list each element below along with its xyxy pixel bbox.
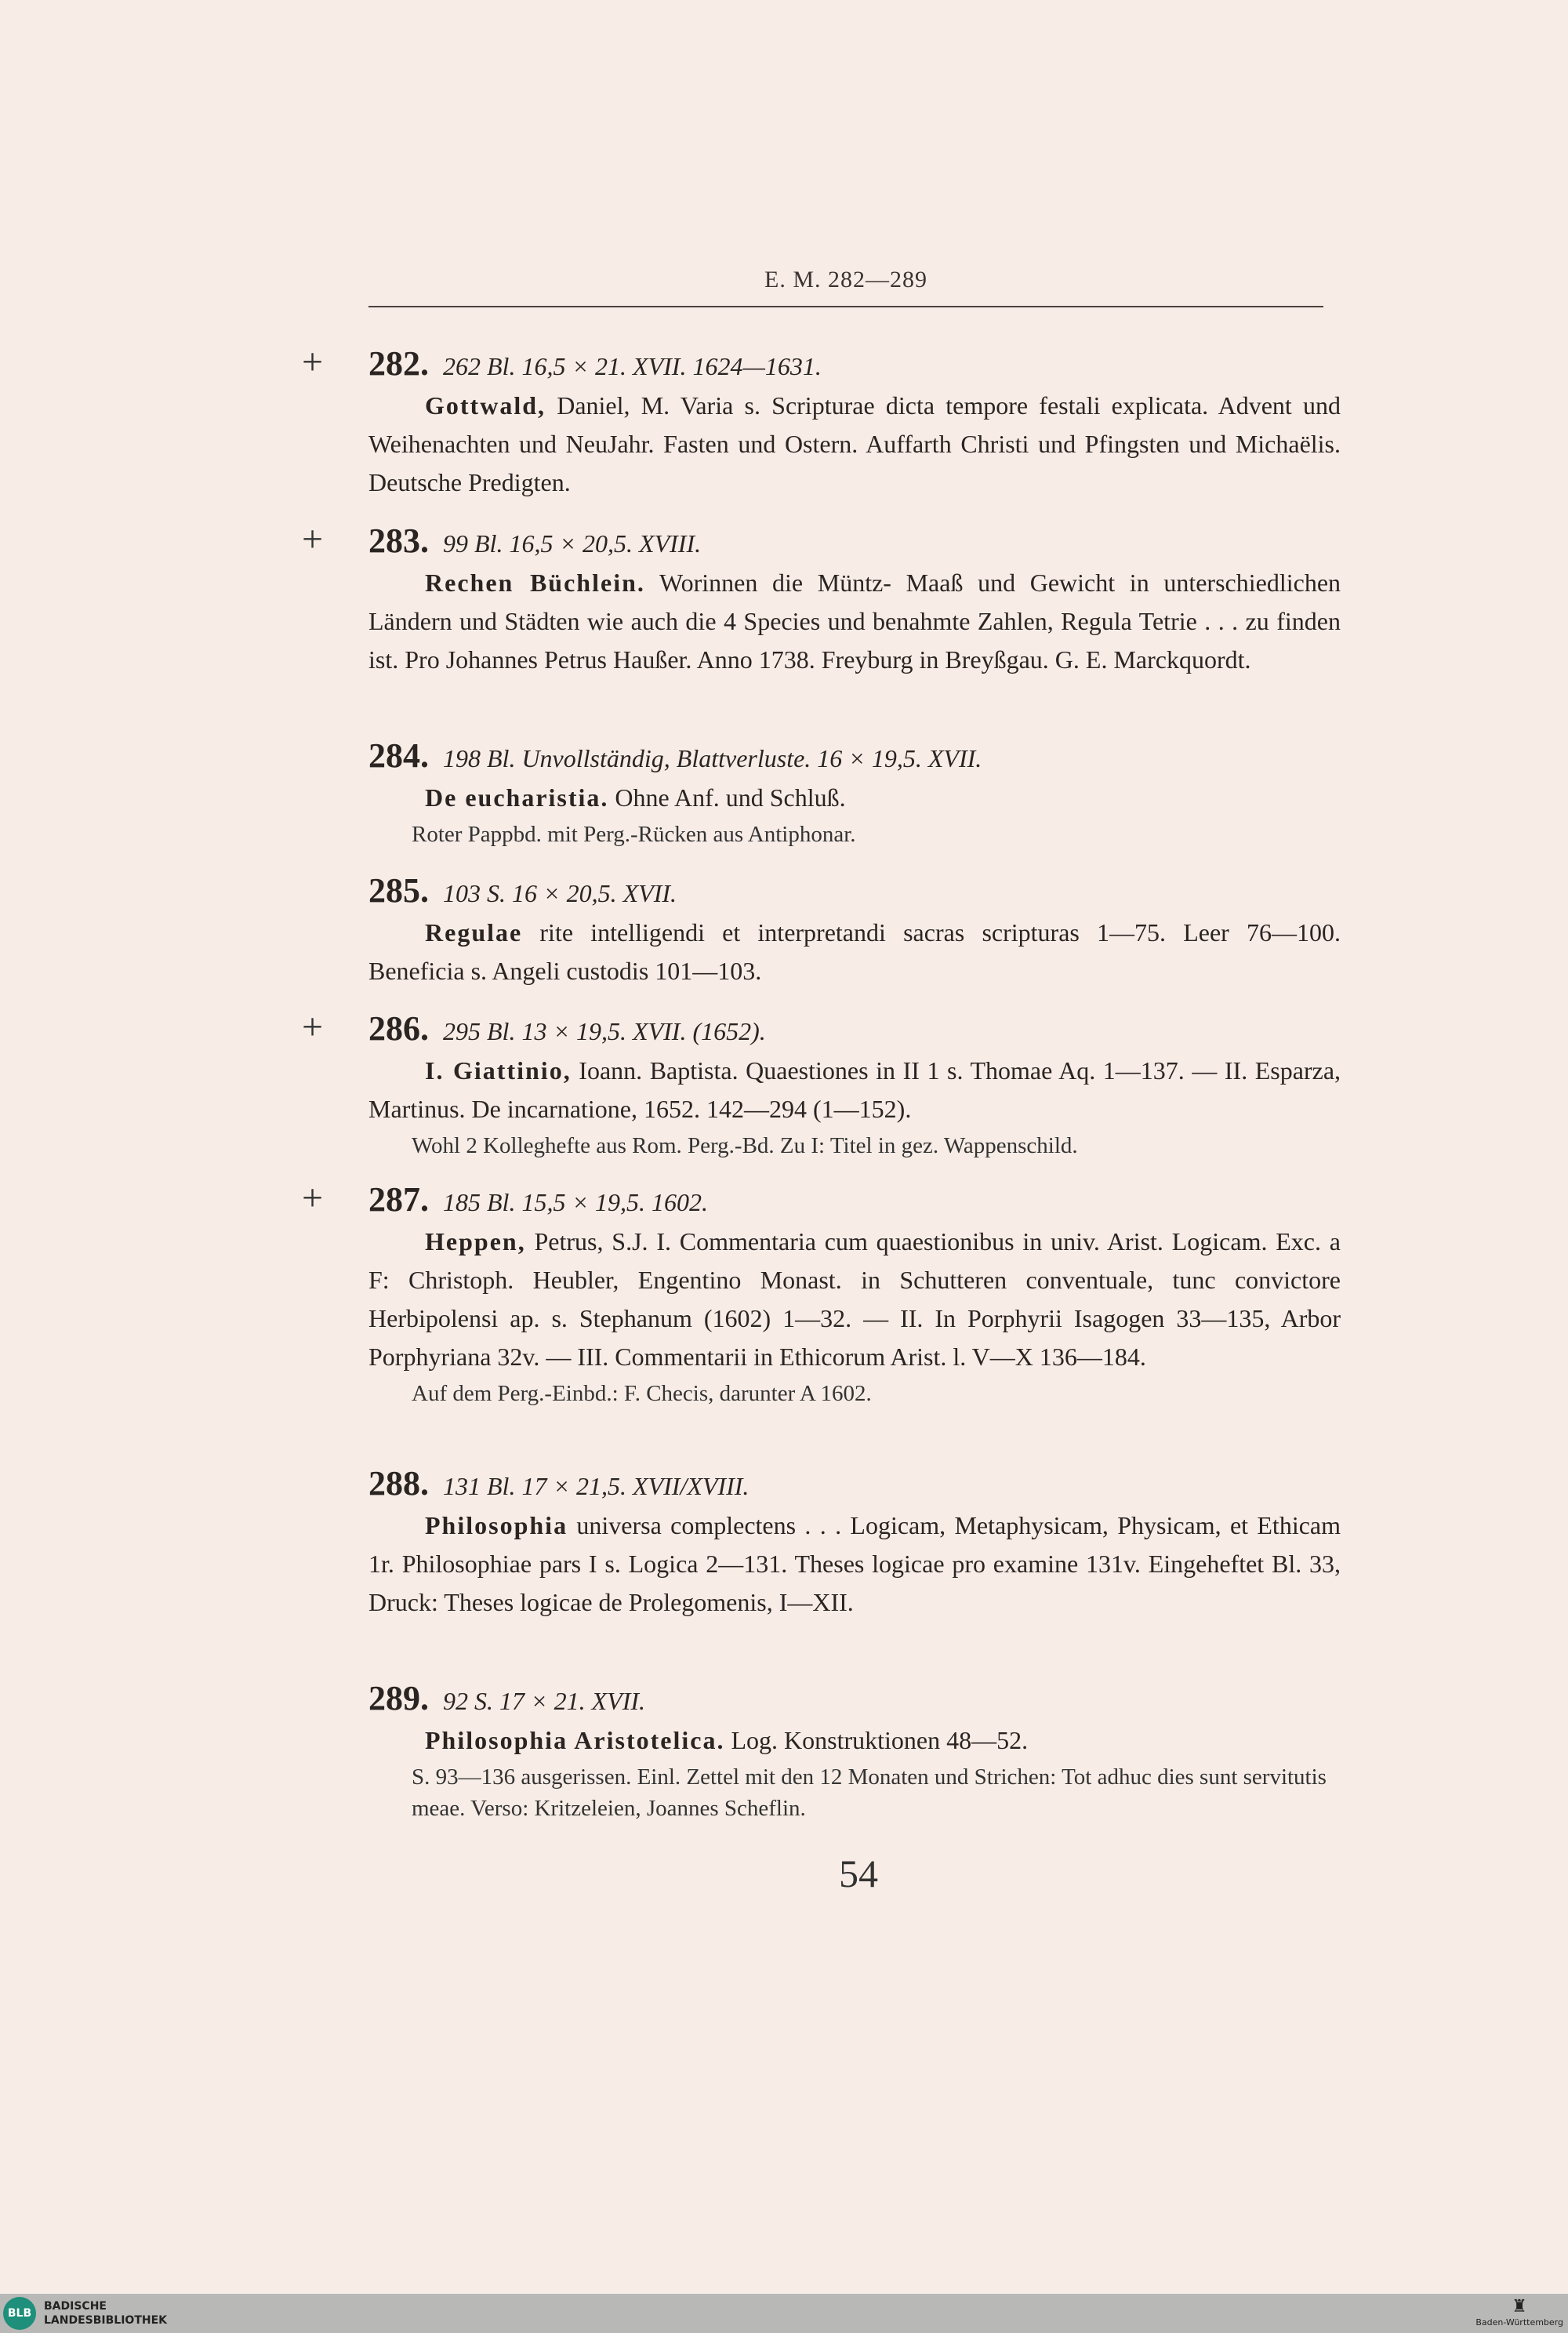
entry-number: 288.: [368, 1464, 429, 1503]
entry-text: universa complectens . . . Logicam, Metaphysicam, Physicam, et Ethicam 1r. Philosophiae pars I s. Logica 2—131. Theses logicae pro examine 131v. Eingeheftet Bl. 33, Druck: Theses logicae de Prolegomenis, I—XII.: [368, 1511, 1341, 1616]
library-name-line2: LANDESBIBLIOTHEK: [44, 2314, 168, 2327]
entry-marker: +: [302, 518, 324, 560]
entry-body: [368, 1052, 1341, 1128]
entry-meta: 103 S. 16 × 20,5. XVII.: [443, 879, 677, 907]
bw-logo[interactable]: [1475, 2297, 1563, 2328]
entry-heading: [368, 1465, 1341, 1505]
entry-title: Rechen Büchlein.: [425, 569, 645, 597]
library-name[interactable]: [44, 2299, 167, 2328]
catalog-entry-287: [302, 1177, 1341, 1409]
entry-title: Gottwald,: [425, 391, 546, 420]
entry-meta: 295 Bl. 13 × 19,5. XVII. (1652).: [443, 1017, 766, 1045]
entry-body: [368, 387, 1341, 502]
viewer-footer-bar: [0, 2294, 1568, 2333]
bw-emblem-icon: ♜: [1512, 2297, 1528, 2317]
entry-title: Philosophia Aristotelica.: [425, 1726, 725, 1754]
catalog-entry-283: [302, 518, 1341, 679]
entry-title: I. Giattinio,: [425, 1056, 572, 1085]
entry-number: 286.: [368, 1009, 429, 1048]
entry-text: Ioann. Baptista. Quaestiones in II 1 s. Thomae Aq. 1—137. — II. Esparza, Martinus. De incarnatione, 1652. 142—294 (1—152).: [368, 1056, 1341, 1123]
entry-number: 289.: [368, 1679, 429, 1717]
entry-number: 285.: [368, 871, 429, 910]
entry-text: rite intelligendi et interpretandi sacras scripturas 1—75. Leer 76—100. Beneficia s. Angeli custodis 101—103.: [368, 918, 1341, 985]
entry-body: [368, 914, 1341, 990]
entry-text: Log. Konstruktionen 48—52.: [731, 1726, 1029, 1754]
entry-heading: [368, 737, 1341, 777]
entry-title: Philosophia: [425, 1511, 568, 1539]
entry-heading: [368, 1181, 1341, 1221]
running-header: E. M. 282—289: [764, 267, 927, 293]
entry-note: S. 93—136 ausgerissen. Einl. Zettel mit den 12 Monaten und Strichen: Tot adhuc dies sunt servitutis meae. Verso: Kritzeleien, Joannes Scheflin.: [412, 1764, 1327, 1821]
entry-note: Roter Pappbd. mit Perg.-Rücken aus Antiphonar.: [412, 822, 856, 847]
entry-text: Worinnen die Müntz- Maaß und Gewicht in unterschiedlichen Ländern und Städten wie auch die 4 Species und benahmte Zahlen, Regula Tetrie . . . zu finden ist. Pro Johannes Petrus Haußer. Anno 1738. Freyburg in Breyßgau. G. E. Marckquordt.: [368, 569, 1341, 674]
catalog-entry-288: [368, 1465, 1341, 1622]
blb-logo-icon[interactable]: BLB: [3, 2297, 36, 2330]
library-name-line1: BADISCHE: [44, 2300, 107, 2313]
entry-text: Petrus, S.J. I. Commentaria cum quaestionibus in univ. Arist. Logicam. Exc. a F: Christoph. Heubler, Engentino Monast. in Schutteren conventuale, tunc convictore Herbipolensi ap. s. Stephanum (1602) 1—32. — II. In Porphyrii Isagogen 33—135, Arbor Porphyriana 32v. — III. Commentarii in Ethicorum Arist. l. V—X 136—184.: [368, 1227, 1341, 1371]
entry-heading: [368, 345, 1341, 385]
entry-note: Wohl 2 Kolleghefte aus Rom. Perg.-Bd. Zu I: Titel in gez. Wappenschild.: [412, 1133, 1078, 1158]
entry-marker: +: [302, 341, 324, 383]
entry-marker: +: [302, 1177, 324, 1219]
entry-body: [368, 779, 1341, 817]
catalog-entry-285: [368, 872, 1341, 990]
entry-marker: +: [302, 1006, 324, 1048]
entry-text: Daniel, M. Varia s. Scripturae dicta tempore festali explicata. Advent und Weihenachten und NeuJahr. Fasten und Ostern. Auffarth Christi und Pfingsten und Michaëlis. Deutsche Predigten.: [368, 391, 1341, 496]
entry-heading: [368, 522, 1341, 562]
entry-body: [368, 1506, 1341, 1622]
catalog-entry-284: [368, 737, 1341, 850]
entry-body: [368, 564, 1341, 679]
entry-title: Regulae: [425, 918, 523, 947]
entry-text: Ohne Anf. und Schluß.: [615, 783, 846, 812]
entry-heading: [368, 1010, 1341, 1050]
entry-heading: [368, 872, 1341, 912]
entry-number: 287.: [368, 1180, 429, 1219]
entry-body: [368, 1721, 1341, 1760]
bw-label: Baden-Württemberg: [1475, 2317, 1563, 2328]
entry-title: Heppen,: [425, 1227, 526, 1256]
header-rule: [368, 306, 1323, 307]
entry-meta: 185 Bl. 15,5 × 19,5. 1602.: [443, 1188, 709, 1216]
entry-meta: 99 Bl. 16,5 × 20,5. XVIII.: [443, 529, 702, 558]
entry-heading: [368, 1680, 1341, 1720]
page-number: 54: [839, 1852, 878, 1895]
entry-meta: 198 Bl. Unvollständig, Blattverluste. 16 × 19,5. XVII.: [443, 744, 982, 772]
entry-note: Auf dem Perg.-Einbd.: F. Checis, darunter A 1602.: [412, 1381, 872, 1406]
entry-meta: 131 Bl. 17 × 21,5. XVII/XVIII.: [443, 1472, 750, 1500]
entry-meta: 262 Bl. 16,5 × 21. XVII. 1624—1631.: [443, 352, 822, 380]
catalog-entry-286: [302, 1006, 1341, 1161]
entry-meta: 92 S. 17 × 21. XVII.: [443, 1687, 645, 1715]
entry-number: 283.: [368, 521, 429, 560]
catalog-entry-289: [368, 1680, 1341, 1824]
entry-title: De eucharistia.: [425, 783, 609, 812]
entry-number: 284.: [368, 736, 429, 775]
catalog-entry-282: [302, 341, 1341, 502]
entry-number: 282.: [368, 344, 429, 383]
entry-body: [368, 1223, 1341, 1376]
